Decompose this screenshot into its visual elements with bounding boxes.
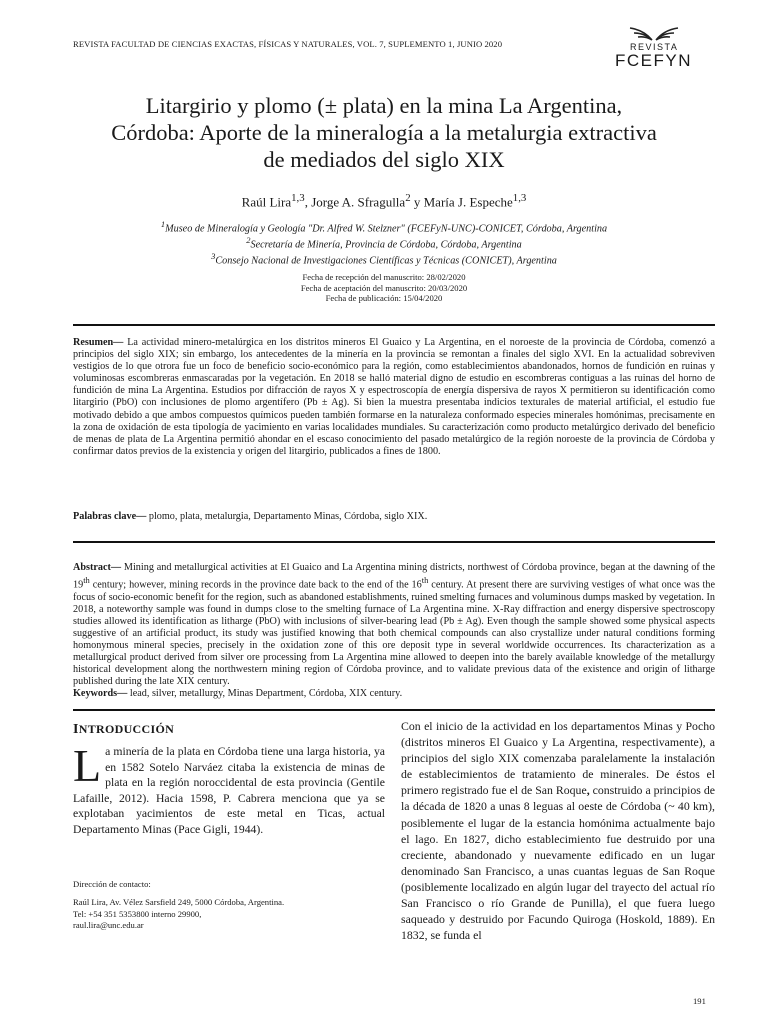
logo-revista: REVISTA — [630, 42, 679, 52]
divider-rule — [73, 324, 715, 326]
intro-paragraph — [73, 740, 385, 838]
palabras-text: plomo, plata, metalurgia, Departamento Minas, Córdoba, siglo XIX. — [146, 511, 428, 522]
journal-logo — [612, 24, 722, 72]
abstract-paragraph: Abstract— Mining and metallurgical activities at El Guaico and La Argentina mining districts, northwest of Córdoba province, began at the dawning of the 19th century; however, mining records in the province date back to the end of the 16th century. At present there are surviving vestiges of what once was the focus of socio-economic benefit for the region, such as abandoned establishments, ruined smelting furnaces and voluminous dumps masked by vegetation. In 2018, a noteworthy sample was found in dumps close to the smelting furnace of La Argentina mine. X-Ray diffraction and energy dispersive spectroscopy studies allowed its identification as litharge (PbO) with inclusions of silver-bearing lead (Pb ± Ag). Even though the sample showed some physical aspects suggestive of an artificial product, its study was justified knowing that both chemical compounds can also crystallize under natural conditions forming homonymous mineral species, precisely in the oxidation zone of this ore deposit type in several worldwide occurrences. Its characterization as a metallurgical product derived from silver ore processing from La Argentina mine allowed to deepen into the barely available knowledge of the metallurgy historical development along the northwestern mining region of Córdoba province, and to validate previous data of the existence and origin of litharge published during the late XIX century. — [73, 562, 715, 688]
intro-column — [73, 722, 385, 838]
affiliation: $^1$Museo de Mineralogía y Geología "Dr. Alfred W. Stelzner" (FCEFyN-UNC)-CONICET, Córdoba, Argentina — [160, 219, 608, 235]
date-line: Fecha de publicación: 15/04/2020 — [325, 293, 443, 303]
author-list — [40, 192, 728, 210]
resumen-text: La actividad minero-metalúrgica en los distritos mineros El Guaico y La Argentina, en el noroeste de la provincia de Córdoba, comenzó a principios del siglo XIX; sin embargo, los antecedentes de la minería en la provincia se remontan a finales del siglo XVI. En la actualidad sobreviven vestigios de lo que otrora fue un foco de beneficio socio-económico para la región, como establecimientos abandonados, hornos de fundición en ruinas y voluminosas escombreras enmascaradas por la vegetación. En 2018 se halló material digno de estudio en escombreras contiguas a las ruinas del horno de fundición de mina La Argentina. Estudios por difracción de rayos X y espectroscopía de energía dispersiva de rayos X permitieron su identificación como litargirio (PbO) con inclusiones de plomo argentífero (Pb ± Ag). Si bien la muestra presentaba indicios texturales de material artificial, el estudio fue motivado debido a que ambos compuestos químicos pueden también formarse en la naturaleza conformado especies minerales homónimas, precisamente en la zona de oxidación de esta tipología de yacimiento en varias localidades mundiales. Su caracterización como producto metalúrgico derivado del beneficio de menas de plata de La Argentina permitió ahondar en el escaso conocimiento del pasado metalúrgico de la región noroeste de la provincia de Córdoba y confirmar datos previos de la existencia y origen del litargirio, publicados a fines de 1800. — [73, 337, 715, 457]
drop-cap: L — [73, 740, 102, 791]
contact-label: Dirección de contacto: — [73, 879, 151, 889]
palabras-label: Palabras clave— — [73, 511, 147, 522]
palabras-clave — [73, 511, 715, 522]
affiliation: $^2$Secretaría de Minería, Provincia de Córdoba, Córdoba, Argentina — [246, 235, 522, 251]
author-affil-sup: 1,3 — [291, 192, 305, 204]
contact-phone: Tel: +54 351 5353800 interno 29900, — [73, 908, 202, 919]
author-name: , Jorge A. Sfragulla — [304, 194, 406, 210]
intro-text: a minería de la plata en Córdoba tiene una larga historia, ya en 1582 Sotelo Narváez citaba la existencia de minas de plata en la región noroccidental de esta provincia (Gentile Lafaille, 2012). Hacia 1598, P. Cabrera menciona que ya se explotaban yacimientos de este metal en Ticas, actual Departamento Minas (Pace Gigli, 1944). — [73, 745, 385, 836]
logo-fcefyn: FCEFYN — [615, 51, 692, 70]
manuscript-dates — [40, 272, 728, 304]
resumen-paragraph — [73, 337, 715, 458]
keywords — [73, 688, 715, 699]
affiliations — [40, 219, 728, 268]
date-line: Fecha de recepción del manuscrito: 28/02/2020 — [302, 272, 466, 282]
contact-block — [73, 879, 385, 931]
keywords-label: Keywords— — [73, 688, 128, 699]
resumen-label: Resumen— — [73, 337, 124, 348]
author-name: y María J. Espeche — [410, 194, 513, 210]
section-heading: INTRODUCCIÓN — [73, 722, 175, 737]
contact-email[interactable]: raul.lira@unc.edu.ar — [73, 919, 144, 930]
date-line: Fecha de aceptación del manuscrito: 20/03/2020 — [300, 282, 468, 293]
author-name: Raúl Lira — [241, 194, 292, 210]
contact-address: Raúl Lira, Av. Vélez Sarsfield 249, 5000 Córdoba, Argentina. — [73, 897, 285, 908]
divider-rule — [73, 709, 715, 711]
author-affil-sup: 1,3 — [512, 192, 527, 204]
title-line: Litargirio y plomo (± plata) en la mina La Argentina, — [145, 93, 623, 118]
title-line: Córdoba: Aporte de la mineralogía a la metalurgia extractiva — [111, 120, 657, 145]
keywords-text: lead, silver, metallurgy, Minas Department, Córdoba, XIX century. — [127, 688, 403, 699]
divider-rule — [73, 541, 715, 543]
title-line: de mediados del siglo XIX — [263, 147, 505, 172]
journal-header: REVISTA FACULTAD DE CIENCIAS EXACTAS, FÍSICAS Y NATURALES, VOL. 7, SUPLEMENTO 1, JUNIO 2020 — [73, 39, 503, 49]
paper-title — [40, 92, 728, 173]
abstract-label: Abstract— — [73, 562, 122, 573]
book-icon — [612, 24, 722, 44]
author-affil-sup: 2 — [405, 192, 411, 204]
body-column-right: Con el inicio de la actividad en los departamentos Minas y Pocho (distritos mineros El Guaico y La Argentina, respectivamente), a principios del siglo XIX comenzaba paralelamente la instalación de establecimientos de tratamiento de minerales. De éstos el primero registrado fue el de San Roque, construido a principios de la década de 1820 a unas 8 leguas al oeste de Córdoba (~ 40 km), posiblemente el lugar de la estancia homónima actualmente bajo el lago. En 1827, dicho establecimiento fue destruido por una creciente, abandonado y nuevamente edificado en un lugar denominado San Francisco, a unas cuantas leguas de San Roque (posiblemente localizado en algún lugar del trayecto del actual río San Francisco o río Grande de Punilla), el que fuera luego saqueado y destruido por Facundo Quiroga (Hoskold, 1889). En 1832, se funda el — [401, 719, 715, 943]
affiliation: $^3$Consejo Nacional de Investigaciones Científicas y Técnicas (CONICET), Argentina — [211, 251, 557, 267]
page-number: 191 — [693, 996, 706, 1006]
